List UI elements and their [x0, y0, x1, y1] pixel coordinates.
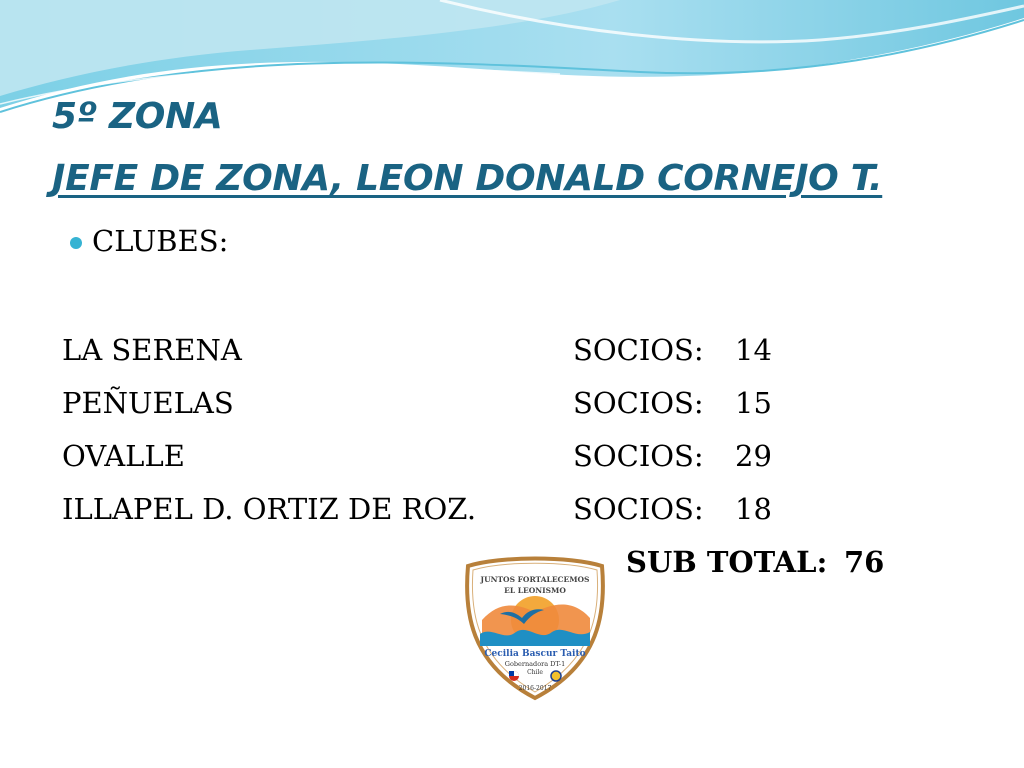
club-name: OVALLE: [62, 439, 185, 473]
socios-count: 14: [735, 333, 772, 367]
socios-count: 15: [735, 386, 772, 420]
socios-count: 29: [735, 439, 772, 473]
subtotal-value: 76: [844, 545, 885, 579]
lions-logo-icon: [551, 671, 561, 681]
socios-count: 18: [735, 492, 772, 526]
chile-flag-icon: [509, 671, 519, 681]
club-row: [62, 492, 822, 540]
club-row: [62, 439, 822, 487]
socios-label: SOCIOS:: [573, 492, 704, 526]
club-name: LA SERENA: [62, 333, 242, 367]
emblem-role: Gobernadora DT-1: [504, 660, 566, 668]
club-name: PEÑUELAS: [62, 386, 234, 420]
socios-label: SOCIOS:: [573, 439, 704, 473]
socios-label: SOCIOS:: [573, 333, 704, 367]
bullet-icon: [70, 237, 82, 249]
zone-chief-title: JEFE DE ZONA, LEON DONALD CORNEJO T.: [52, 158, 883, 199]
club-row: [62, 386, 822, 434]
clubs-heading: CLUBES:: [92, 224, 229, 258]
emblem-name: Cecilia Bascur Taito: [484, 649, 586, 659]
emblem-motto-line1: JUNTOS FORTALECEMOS: [480, 575, 590, 584]
club-name: ILLAPEL D. ORTIZ DE ROZ.: [62, 492, 477, 526]
zone-title: 5º ZONA: [52, 96, 223, 137]
emblem-years: 2016-2017: [518, 685, 552, 692]
subtotal-label: SUB TOTAL:: [626, 545, 828, 579]
club-row: [62, 333, 822, 381]
socios-label: SOCIOS:: [573, 386, 704, 420]
emblem-motto-line2: EL LEONISMO: [504, 586, 566, 595]
emblem-country: Chile: [527, 669, 543, 676]
subtotal: [626, 545, 884, 579]
lions-shield-emblem: [460, 552, 610, 702]
